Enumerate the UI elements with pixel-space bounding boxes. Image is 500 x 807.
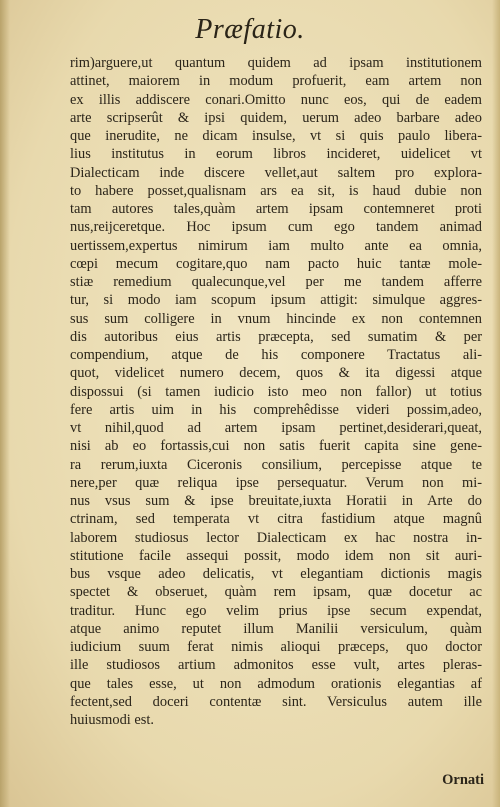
text-line: traditur. Hunc ego velim prius ipse secum expendat, [70,602,482,619]
text-line: arte scripserût & ipsi quidem, uerum adeo barbare adeo [70,109,482,126]
text-line: que tales esse, ut non admodum orationis elegantias af [70,675,482,692]
text-line: dis autoribus eius artis præcepta, sed sumatim & per [70,328,482,345]
body-text [70,54,482,729]
page-edge-shadow-left [0,0,10,807]
text-line: stitutione facile assequi possit, modo idem non sit auri- [70,547,482,564]
text-line: nus,reijceretque. Hoc ipsum cum ego tandem animad [70,219,482,236]
text-line: sus sum colligere in vnum hincinde ex non contemnen [70,310,482,327]
text-line: stiæ remedium qualecunque,vel per me tandem afferre [70,274,482,290]
text-line: fectent,sed doceri contentæ sint. Versiculus autem ille [70,693,482,710]
text-line: spectet & obseruet, quàm rem ipsam, quæ docetur ac [70,584,482,601]
text-line: ille studiosos artium admonitos esse vult, artes pleras- [70,657,482,674]
text-line: Dialecticam inde discere vellet,aut saltem pro explora- [70,164,482,181]
text-line: uertissem,expertus nimirum iam multo ante ea omnia, [70,237,482,254]
text-line: que inerudite, ne dicam insulse, vt si quis paulo libera- [70,128,482,144]
text-line: nere,per quæ reliqua ipse persequatur. Verum non mi- [70,474,482,491]
text-line: tur, si modo iam scopum ipsum attigit: simulque aggres- [70,292,482,309]
text-line: nus vsus sum & ipse breuitate,iuxta Horatii in Arte do [70,493,482,509]
running-head: Præfatio. [195,14,305,45]
text-line: vt nihil,quod ad artem ipsam pertinet,desiderari,queat, [70,420,482,436]
text-line: attinet, maiorem in modum profuerit, eam artem non [70,73,482,90]
text-line: ex illis addiscere conari.Omitto nunc eos, qui de eadem [70,91,482,108]
text-line: tam autores tales,quàm artem ipsam contemneret proti [70,201,482,217]
text-line: nisi ab eo fortassis,cui non satis fuerit capita sine gene- [70,438,482,455]
text-line: fere artis uim in his comprehêdisse videri possim,adeo, [70,401,482,418]
text-line: cœpi mecum cogitare,quo nam pacto huic tantæ mole- [70,255,482,272]
text-line: huiusmodi est. [70,712,154,728]
text-line: atque animo reputet illum Manilii versiculum, quàm [70,620,482,637]
text-line: bus vsque adeo delicatis, vt elegantiam dictionis magis [70,566,482,582]
text-line: ra rerum,iuxta Ciceronis consilium, percepisse atque te [70,456,482,473]
catchword: Ornati [442,772,484,788]
text-line: quot, videlicet numero decem, quos & ita digessi atque [70,365,482,382]
text-line: compendium, atque de his componere Tractatus ali- [70,347,482,363]
text-line: lius institutus in eorum libros incideret, uidelicet vt [70,146,482,163]
text-line: laborem studiosus lector Dialecticam ex hac nostra in- [70,529,482,546]
text-line: iudicium suum ferat nimis alioqui præceps, quo doctor [70,639,482,655]
text-line: rim)arguere,ut quantum quidem ad ipsam institutionem [70,55,482,71]
text-line: ctrinam, sed temperata vt citra fastidium atque magnû [70,511,482,528]
page-edge-shadow-right [492,0,500,807]
text-line: to habere posset,qualisnam ars ea sit, is haud dubie non [70,182,482,199]
text-line: dispossui (si tamen iudicio isto meo non fallor) ut totius [70,383,482,400]
